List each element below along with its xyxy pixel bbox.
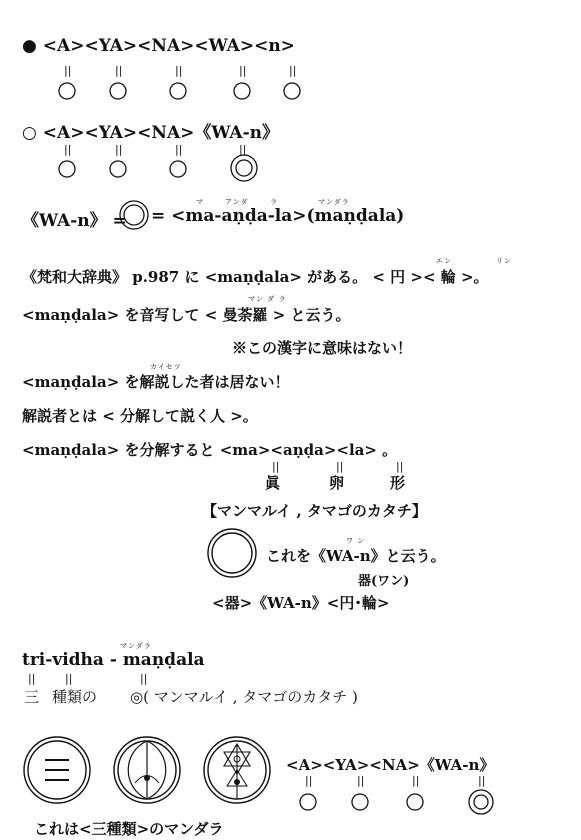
- bottom-caption: これは<三種類>のマンダラ: [34, 820, 224, 838]
- syllable-sequence-2: <A><YA><NA>《WA-n》: [42, 123, 279, 143]
- circle-icon: [300, 794, 316, 810]
- bottom-sequence: <A><YA><NA>《WA-n》: [286, 756, 495, 774]
- eq-mark: ||: [239, 64, 247, 77]
- syllable-sequence-1: <A><YA><NA><WA><n>: [42, 36, 295, 56]
- onsha-line: <maṇḍala> を音写して < 曼荼羅 > と云う。: [22, 306, 351, 324]
- ruby-anda: アンダ: [225, 198, 249, 206]
- kanji-la: 形: [390, 474, 406, 492]
- circle-icon: [352, 794, 368, 810]
- double-circle-icon: [469, 790, 493, 814]
- formula-right: = <ma-aṇḍa-la>(maṇḍala): [151, 206, 405, 226]
- ruby-trividha: マンダラ: [120, 642, 152, 650]
- eq-mark: ||: [175, 64, 183, 77]
- ruby-rin: リン: [496, 257, 512, 265]
- formula-left: 《WA-n》 =: [22, 211, 127, 231]
- ruby-en: エン: [436, 257, 452, 265]
- no-meaning-note: ※この漢字に意味はない！: [232, 339, 413, 357]
- eq-mark: ||: [272, 460, 280, 473]
- eq-mark: ||: [289, 64, 297, 77]
- hollow-bullet: ○: [22, 123, 37, 143]
- eq-mark: ||: [357, 774, 365, 787]
- eq-mark: ||: [64, 64, 72, 77]
- eq-mark: ||: [115, 143, 123, 156]
- eq-mark: ||: [396, 460, 404, 473]
- kanji-ma: 眞: [265, 474, 281, 492]
- gloss-rest: ◎( マンマルイ , タマゴのカタチ ): [130, 688, 358, 706]
- eq-mark: ||: [64, 143, 72, 156]
- ruby-mandala: マンダラ: [318, 198, 350, 206]
- ruby-mandara: マン ダ ラ: [248, 295, 287, 303]
- circle-caption: これを《WA-n》と云う。: [266, 547, 446, 565]
- eq-mark: ||: [28, 672, 36, 685]
- trividha-line: tri-vidha - maṇḍala: [22, 650, 205, 670]
- ki-line: <器>《WA-n》<円･輪>: [212, 594, 390, 612]
- ruby-kaisetsu: カイセツ: [150, 363, 182, 371]
- gloss-san: 三: [24, 688, 40, 706]
- eq-mark: ||: [175, 143, 183, 156]
- explainer-definition: 解説者とは < 分解して説く人 >。: [22, 407, 258, 425]
- eq-mark: ||: [336, 460, 344, 473]
- eq-mark: ||: [412, 774, 420, 787]
- bracket-note: 【マンマルイ , タマゴのカタチ】: [202, 502, 427, 520]
- dictionary-line: 《梵和大辞典》 p.987 に <maṇḍala> がある。 < 円 >< 輪 >。: [22, 268, 489, 286]
- eq-mark: ||: [65, 672, 73, 685]
- eq-mark: ||: [239, 143, 247, 156]
- filled-bullet: ●: [22, 36, 37, 56]
- ruby-ma: マ: [196, 198, 204, 206]
- ki-label: 器(ワン): [358, 574, 410, 589]
- eq-mark: ||: [478, 774, 486, 787]
- ruby-wan: ワ ン: [346, 537, 366, 545]
- eq-mark: ||: [305, 774, 313, 787]
- kanji-anda: 卵: [329, 474, 345, 492]
- circle-icon: [407, 794, 423, 810]
- eq-mark: ||: [140, 672, 148, 685]
- no-explainer-line: <maṇḍala> を解説した者は居ない！: [22, 373, 290, 391]
- ruby-la: ラ: [270, 198, 278, 206]
- eq-mark: ||: [115, 64, 123, 77]
- decompose-line: <maṇḍala> を分解すると <ma><aṇḍa><la> 。: [22, 441, 398, 459]
- gloss-shurui: 種類の: [52, 688, 98, 706]
